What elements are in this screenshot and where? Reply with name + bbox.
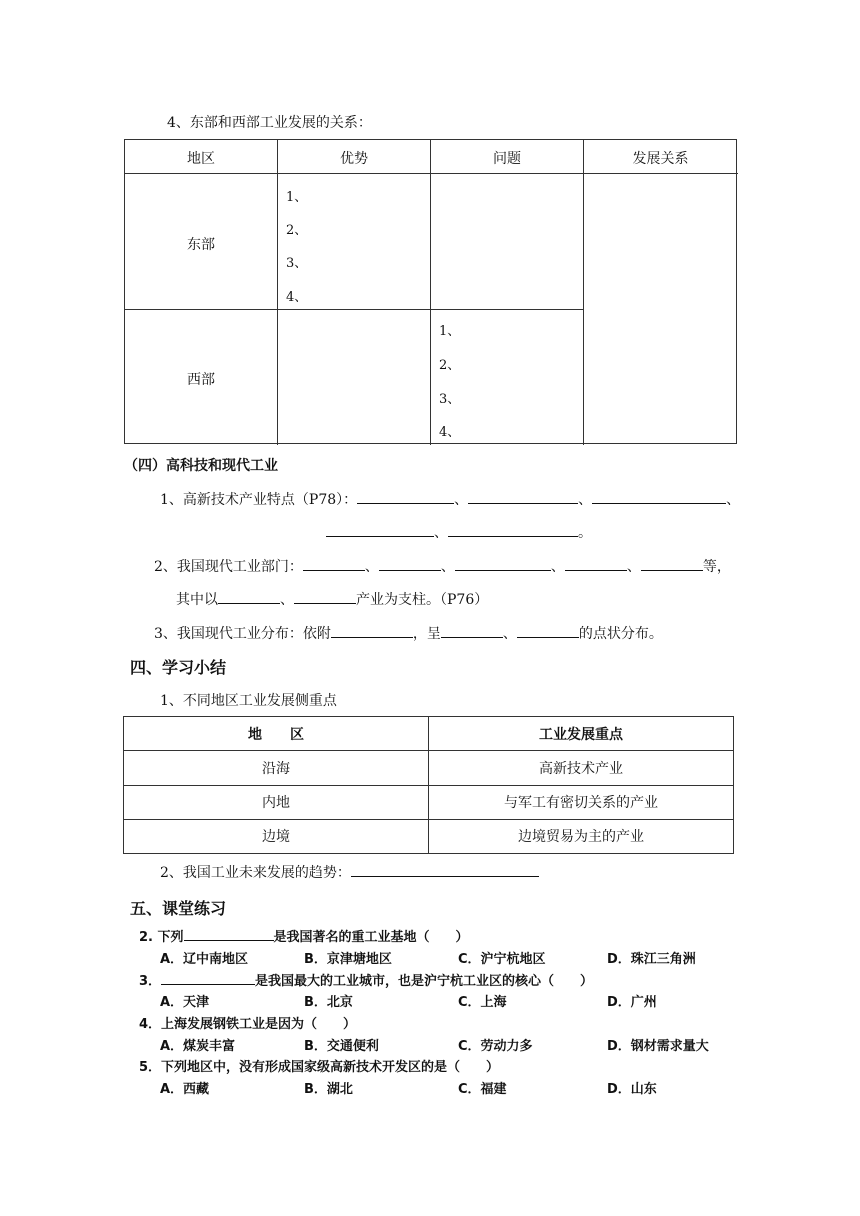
fill-blank[interactable] (592, 489, 726, 504)
fill-blank[interactable] (357, 489, 454, 504)
fill-blank[interactable] (218, 589, 280, 604)
option[interactable]: C．上海 (458, 995, 507, 1010)
section-heading: 4、东部和西部工业发展的关系： (167, 115, 372, 131)
header-region: 地 区 (124, 717, 429, 751)
summary-sub-1: 1、不同地区工业发展侧重点 (160, 693, 337, 709)
question-2: 2. 下列 是我国著名的重工业基地（ ） (139, 926, 469, 945)
east-adv-item: 1、 (286, 190, 308, 205)
east-adv-item: 4、 (286, 290, 308, 305)
hightech-line-2: 2、我国现代工业部门： 、 、 、 、 等， (154, 556, 731, 576)
focus-table (123, 716, 734, 854)
option[interactable]: B．北京 (304, 995, 353, 1010)
option[interactable]: A．煤炭丰富 (160, 1039, 236, 1054)
fill-blank[interactable] (565, 556, 627, 571)
header-advantage: 优势 (340, 151, 368, 167)
focus-cell: 高新技术产业 (429, 751, 734, 785)
east-adv-item: 3、 (286, 256, 308, 271)
fill-blank[interactable] (351, 862, 539, 877)
header-problem: 问题 (493, 151, 521, 167)
question-3: 3． 是我国最大的工业城市，也是沪宁杭工业区的核心（ ） (139, 970, 593, 989)
option[interactable]: B．京津塘地区 (304, 952, 392, 967)
fill-blank[interactable] (326, 522, 434, 537)
hightech-line-4: 3、我国现代工业分布：依附 ，呈 、 的点状分布。 (154, 623, 663, 643)
question-5: 5．下列地区中，没有形成国家级高新技术开发区的是（ ） (139, 1060, 500, 1075)
option[interactable]: D．钢材需求量大 (607, 1039, 709, 1054)
summary-heading: 四、学习小结 (130, 658, 227, 677)
option[interactable]: A．天津 (160, 995, 210, 1010)
option[interactable]: C．沪宁杭地区 (458, 952, 546, 967)
focus-cell: 边境贸易为主的产业 (429, 819, 734, 853)
question-4: 4．上海发展钢铁工业是因为（ ） (139, 1017, 357, 1032)
fill-blank[interactable] (517, 623, 579, 638)
west-prob-item: 1、 (439, 324, 461, 339)
west-prob-item: 3、 (439, 392, 461, 407)
east-west-table (124, 139, 737, 444)
fill-blank[interactable] (441, 623, 503, 638)
west-prob-item: 2、 (439, 358, 461, 373)
option[interactable]: A．辽中南地区 (160, 952, 249, 967)
east-label: 东部 (187, 237, 215, 253)
fill-blank[interactable] (161, 970, 255, 985)
option[interactable]: D．珠江三角洲 (607, 952, 696, 967)
hightech-line-1: 1、高新技术产业特点（P78）： 、 、 、 (160, 489, 740, 509)
option[interactable]: C．劳动力多 (458, 1039, 533, 1054)
focus-cell: 与军工有密切关系的产业 (429, 785, 734, 819)
hightech-line-3: 其中以 、 产业为支柱。（P76） (176, 589, 488, 609)
region-cell: 边境 (124, 819, 429, 853)
option[interactable]: C．福建 (458, 1082, 507, 1097)
fill-blank[interactable] (641, 556, 703, 571)
hightech-heading: （四）高科技和现代工业 (124, 458, 278, 474)
fill-blank[interactable] (294, 589, 356, 604)
option[interactable]: B．湖北 (304, 1082, 353, 1097)
fill-blank[interactable] (379, 556, 441, 571)
hightech-line-1b: 、 。 (326, 522, 592, 542)
practice-heading: 五、课堂练习 (130, 899, 227, 918)
fill-blank[interactable] (455, 556, 551, 571)
region-cell: 沿海 (124, 751, 429, 785)
option[interactable]: B．交通便利 (304, 1039, 379, 1054)
summary-sub-2: 2、我国工业未来发展的趋势： (160, 862, 539, 882)
fill-blank[interactable] (331, 623, 413, 638)
header-focus: 工业发展重点 (429, 717, 734, 751)
east-adv-item: 2、 (286, 223, 308, 238)
west-prob-item: 4、 (439, 425, 461, 440)
fill-blank[interactable] (468, 489, 578, 504)
region-cell: 内地 (124, 785, 429, 819)
option[interactable]: A．西藏 (160, 1082, 210, 1097)
option[interactable]: D．山东 (607, 1082, 657, 1097)
west-label: 西部 (187, 372, 215, 388)
option[interactable]: D．广州 (607, 995, 657, 1010)
fill-blank[interactable] (184, 926, 274, 941)
fill-blank[interactable] (303, 556, 365, 571)
header-relation: 发展关系 (632, 151, 689, 167)
fill-blank[interactable] (448, 522, 578, 537)
header-region: 地区 (187, 151, 215, 167)
